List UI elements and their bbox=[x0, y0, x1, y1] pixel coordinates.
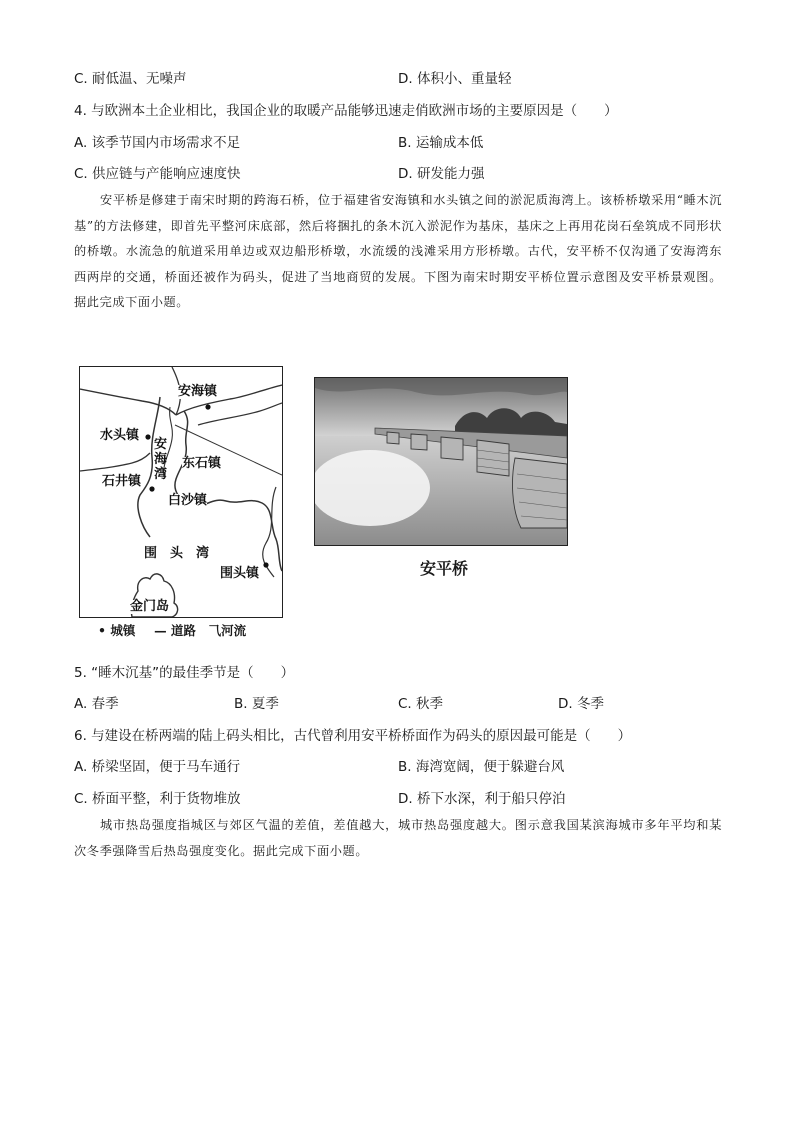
bridge-illustration bbox=[315, 378, 567, 545]
map-label-shijing-town: 石井镇 bbox=[102, 474, 142, 489]
q5-option-a: A. 春季 bbox=[74, 696, 119, 712]
passage-heat-island: 城市热岛强度指城区与郊区气温的差值，差值越大，城市热岛强度越大。图示意我国某滨海城市多年平均和某次冬季强降雪后热岛强度变化。据此完成下面小题。 bbox=[74, 818, 722, 858]
location-map bbox=[79, 366, 283, 618]
map-label-shuitou-town: 水头镇 bbox=[100, 428, 140, 443]
map-legend bbox=[98, 621, 246, 639]
q4-option-b: B. 运输成本低 bbox=[398, 135, 484, 151]
anping-bridge-photo bbox=[314, 377, 568, 546]
legend-river: ⺄河流 bbox=[208, 623, 247, 638]
q6-option-c: C. 桥面平整，利于货物堆放 bbox=[74, 791, 241, 807]
q6-option-d: D. 桥下水深，利于船只停泊 bbox=[398, 791, 566, 807]
legend-town: • 城镇 bbox=[98, 623, 136, 638]
q3-option-c: C. 耐低温、无噪声 bbox=[74, 71, 187, 87]
map-label-weitou-bay: 围 头 湾 bbox=[144, 546, 210, 561]
legend-road: — 道路 bbox=[154, 623, 196, 638]
q5-stem: 5. “睡木沉基”的最佳季节是（ ） bbox=[74, 665, 295, 681]
q6-stem: 6. 与建设在桥两端的陆上码头相比，古代曾利用安平桥桥面作为码头的原因最可能是（ ） bbox=[74, 728, 632, 744]
map-label-jinmen-island: 金门岛 bbox=[130, 599, 170, 614]
map-label-anhai-town: 安海镇 bbox=[178, 384, 218, 399]
q5-option-d: D. 冬季 bbox=[558, 696, 604, 712]
q5-option-b: B. 夏季 bbox=[234, 696, 279, 712]
photo-caption: 安平桥 bbox=[420, 559, 469, 578]
map-label-baisha-town: 白沙镇 bbox=[168, 493, 208, 508]
passage-anping-bridge: 安平桥是修建于南宋时期的跨海石桥，位于福建省安海镇和水头镇之间的淤泥质海湾上。该桥桥墩采用“睡木沉基”的方法修建，即首先平整河床底部，然后将捆扎的条木沉入淤泥作为基床，基床之上再用花岗石垒筑成不同形状的桥墩。水流急的航道采用单边或双边船形桥墩，水流缓的浅滩采用方形桥墩。古代，安平桥不仅沟通了安海湾东西两岸的交通，桥面还被作为码头，促进了当地商贸的发展。下图为南宋时期安平桥位置示意图及安平桥景观图。据此完成下面小题。 bbox=[74, 193, 722, 309]
q3-option-d: D. 体积小、重量轻 bbox=[398, 71, 512, 87]
q5-option-c: C. 秋季 bbox=[398, 696, 444, 712]
q6-option-a: A. 桥梁坚固，便于马车通行 bbox=[74, 759, 241, 775]
q4-option-d: D. 研发能力强 bbox=[398, 166, 485, 182]
map-label-weitou-town: 围头镇 bbox=[220, 566, 260, 581]
q4-option-c: C. 供应链与产能响应速度快 bbox=[74, 166, 241, 182]
map-label-dongshi-town: 东石镇 bbox=[182, 456, 222, 471]
q6-option-b: B. 海湾宽阔，便于躲避台风 bbox=[398, 759, 565, 775]
q4-stem: 4. 与欧洲本土企业相比，我国企业的取暖产品能够迅速走俏欧洲市场的主要原因是（ ） bbox=[74, 103, 618, 119]
map-label-anhai-bay: 安海湾 bbox=[154, 437, 168, 482]
q4-option-a: A. 该季节国内市场需求不足 bbox=[74, 135, 241, 151]
